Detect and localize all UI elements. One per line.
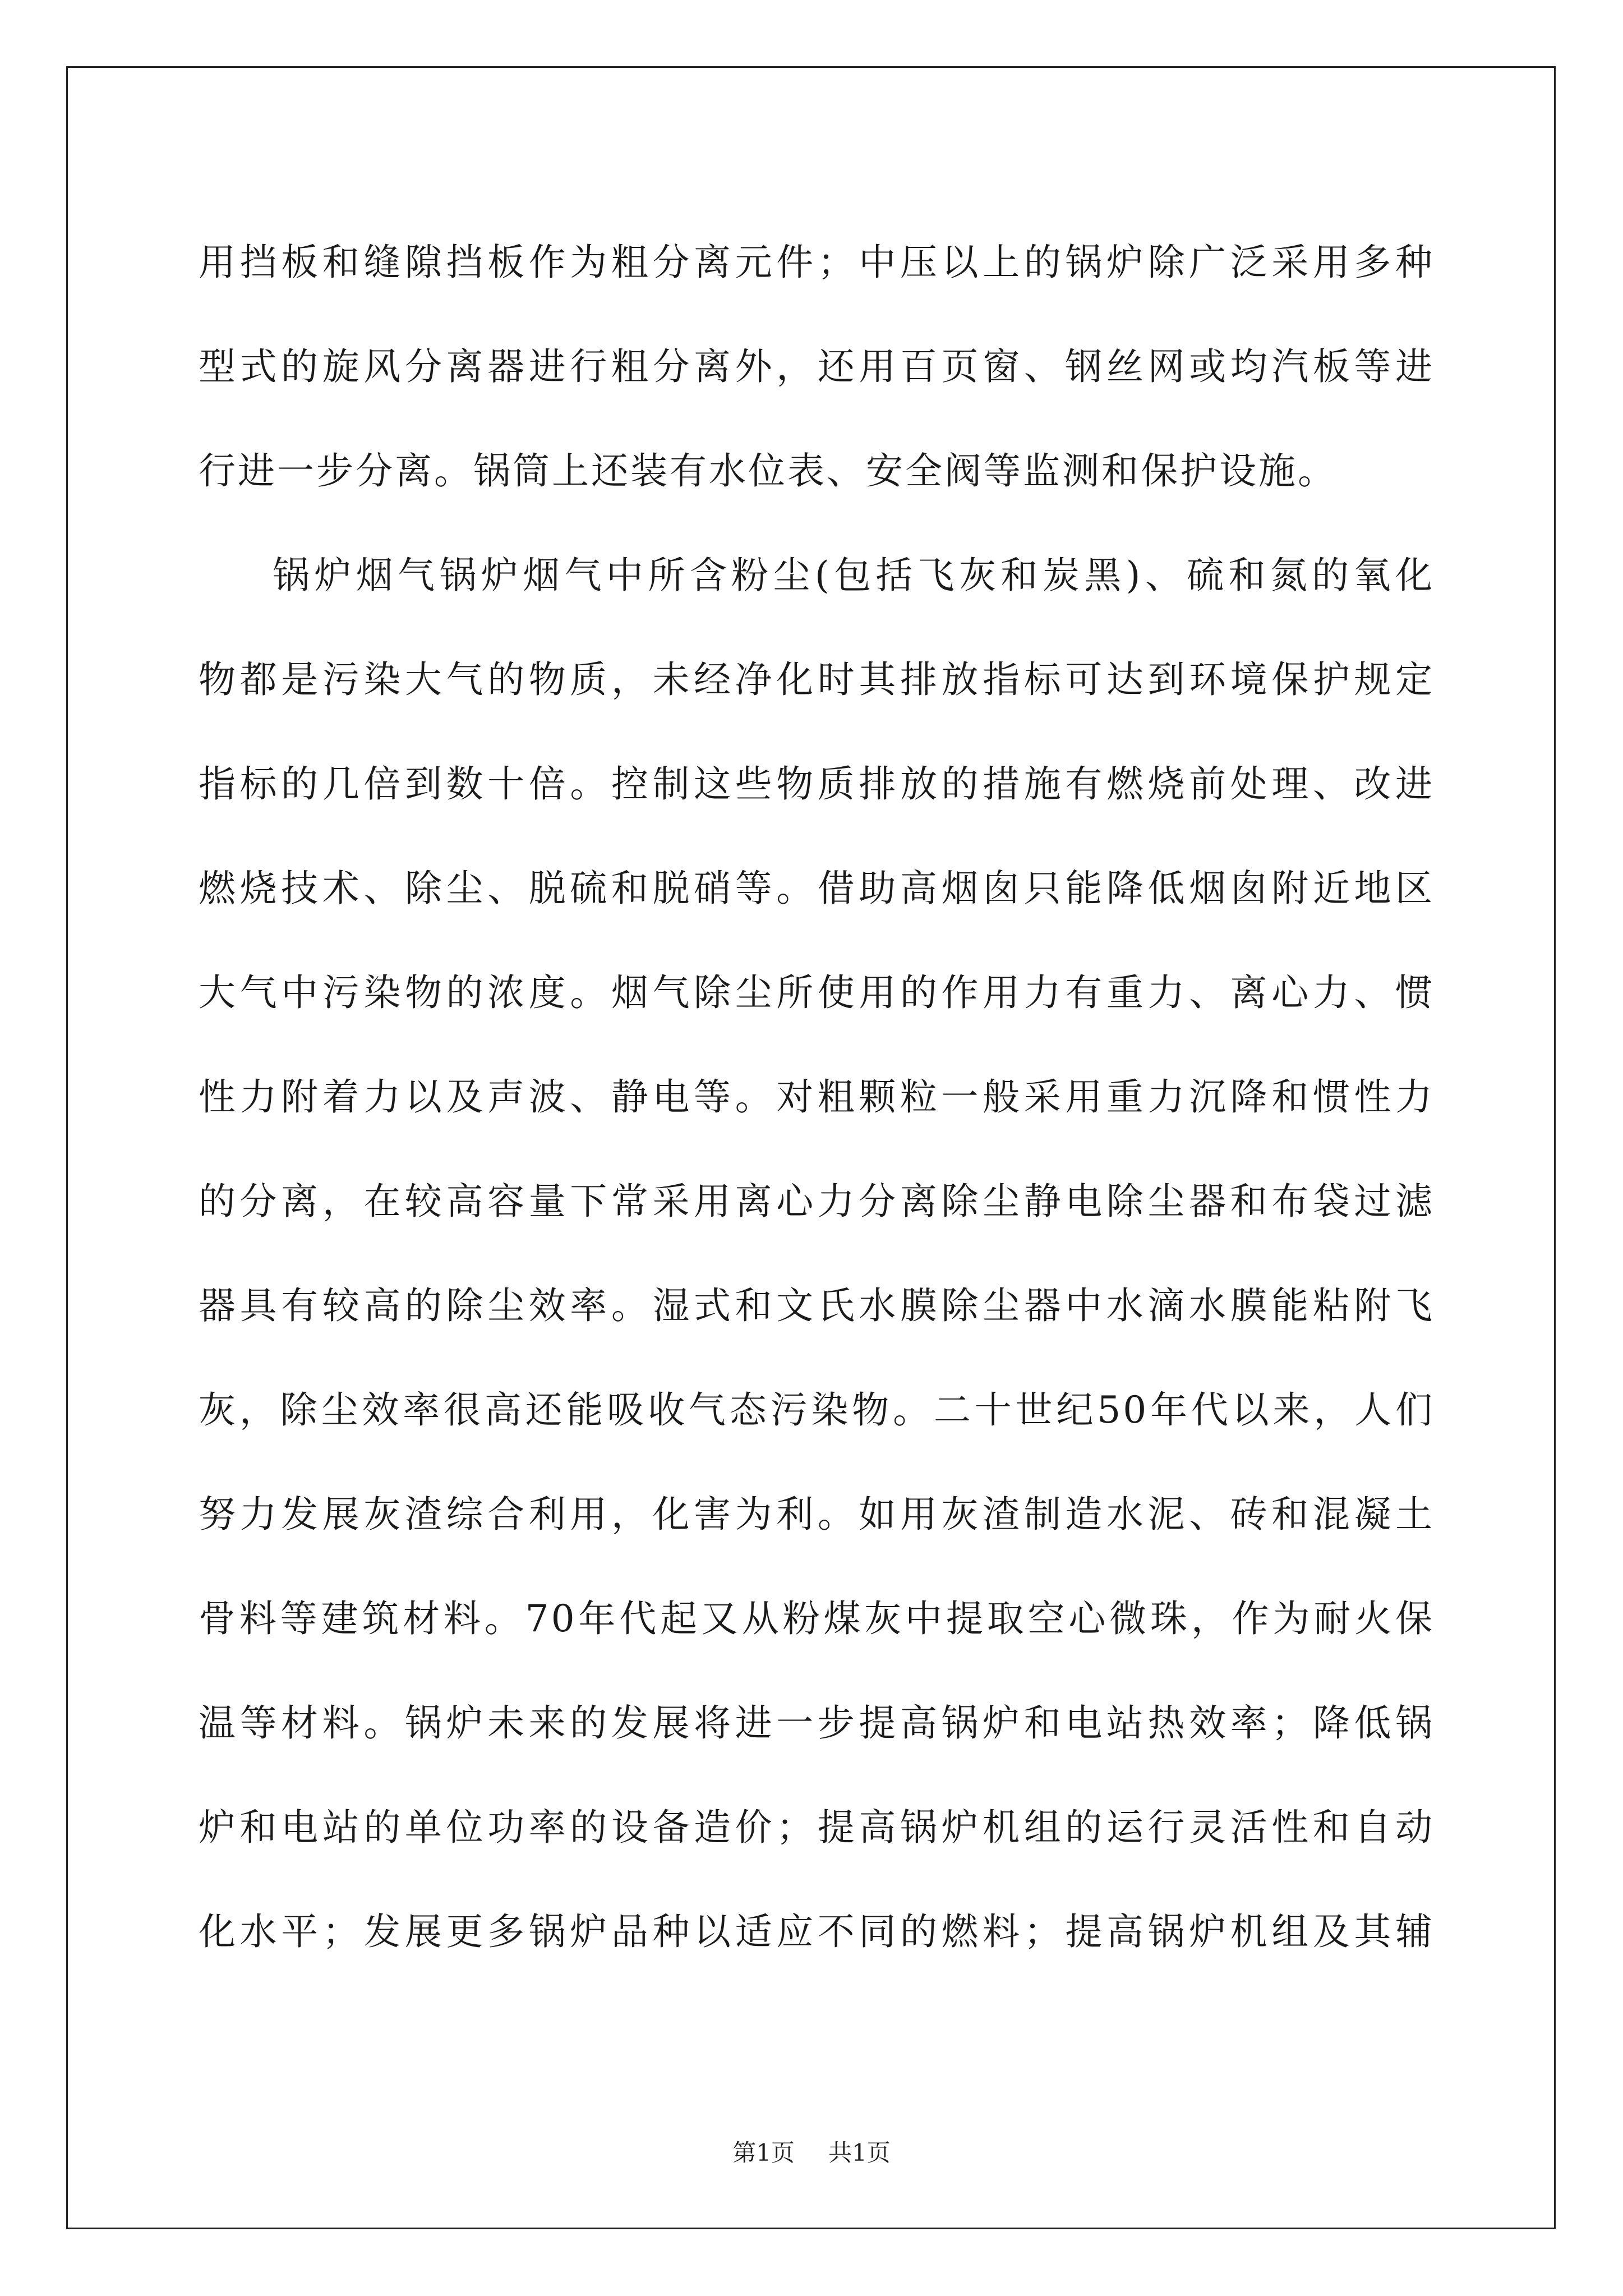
text-line: 器具有较高的除尘效率。湿式和文氏水膜除尘器中水滴水膜能粘附飞 [199, 1284, 1435, 1327]
text-line: 性力附着力以及声波、静电等。对粗颗粒一般采用重力沉降和惯性力 [199, 1075, 1435, 1119]
text-line: 灰，除尘效率很高还能吸收气态污染物。二十世纪50年代以来，人们 [199, 1388, 1435, 1432]
page-total: 共1页 [828, 2139, 891, 2166]
page-footer [0, 2138, 1623, 2168]
text-line: 努力发展灰渣综合利用，化害为利。如用灰渣制造水泥、砖和混凝土 [199, 1493, 1435, 1536]
text-line: 燃烧技术、除尘、脱硫和脱硝等。借助高烟囱只能降低烟囱附近地区 [199, 867, 1435, 910]
paragraph-1 [199, 210, 1435, 523]
text-line: 化水平；发展更多锅炉品种以适应不同的燃料；提高锅炉机组及其辅 [199, 1910, 1435, 1953]
text-line: 锅炉烟气锅炉烟气中所含粉尘(包括飞灰和炭黑)、硫和氮的氧化 [273, 554, 1435, 597]
document-body [199, 210, 1435, 1984]
text-line: 物都是污染大气的物质，未经净化时其排放指标可达到环境保护规定 [199, 658, 1435, 701]
text-line: 温等材料。锅炉未来的发展将进一步提高锅炉和电站热效率；降低锅 [199, 1701, 1435, 1745]
paragraph-2 [199, 523, 1435, 1984]
text-line: 大气中污染物的浓度。烟气除尘所使用的作用力有重力、离心力、惯 [199, 971, 1435, 1014]
page-number: 第1页 [732, 2139, 795, 2166]
text-line: 骨料等建筑材料。70年代起又从粉煤灰中提取空心微珠，作为耐火保 [199, 1597, 1435, 1640]
text-line: 行进一步分离。锅筒上还装有水位表、安全阀等监测和保护设施。 [199, 449, 1337, 493]
text-line: 的分离，在较高容量下常采用离心力分离除尘静电除尘器和布袋过滤 [199, 1180, 1435, 1223]
text-line: 指标的几倍到数十倍。控制这些物质排放的措施有燃烧前处理、改进 [199, 762, 1435, 806]
text-line: 用挡板和缝隙挡板作为粗分离元件；中压以上的锅炉除广泛采用多种 [199, 241, 1435, 284]
text-line: 型式的旋风分离器进行粗分离外，还用百页窗、钢丝网或均汽板等进 [199, 345, 1435, 388]
text-line: 炉和电站的单位功率的设备造价；提高锅炉机组的运行灵活性和自动 [199, 1806, 1435, 1849]
